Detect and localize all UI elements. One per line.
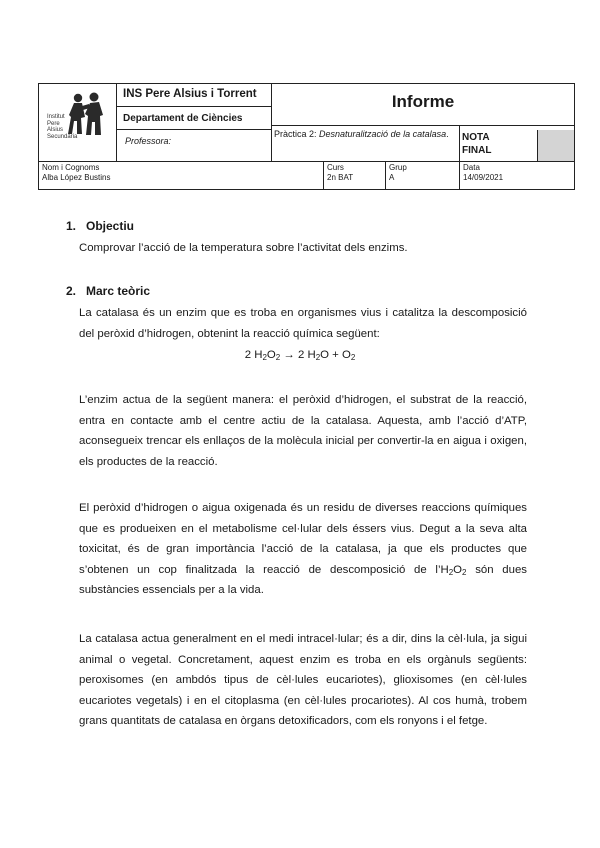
formula-subscript: 2 — [448, 567, 454, 577]
formula-product-water: 2 H — [297, 349, 316, 361]
formula-subscript: 2 — [275, 353, 281, 362]
objective-paragraph: Comprovar l’acció de la temperatura sobre l’activitat dels enzims. — [79, 242, 408, 254]
course-label: Curs — [327, 163, 344, 172]
practice-prefix: Pràctica 2: — [274, 129, 320, 139]
formula-product-oxygen: O + O — [320, 349, 351, 361]
date-cell — [460, 161, 574, 189]
date-value: 14/09/2021 — [463, 173, 504, 182]
logo-line: Secundària — [47, 133, 78, 140]
section-heading-objective — [66, 219, 134, 233]
document-title: Informe — [272, 84, 574, 126]
formula-reactant: 2 H — [244, 349, 263, 361]
toxicity-text-end: són dues substàncies essencials per a la vida. — [79, 563, 527, 596]
group-cell — [386, 161, 460, 189]
section-number: 2. — [66, 284, 77, 298]
group-value: A — [389, 173, 395, 182]
course-cell — [324, 161, 386, 189]
chemical-equation — [0, 349, 600, 361]
course-value: 2n BAT — [327, 173, 354, 182]
theory-intro-paragraph: La catalasa és un enzim que es troba en organismes vius i catalitza la descomposició del peròxid d’hidrogen, obtenint la reacció química següent: — [79, 307, 527, 340]
teacher-label: Professora: — [117, 130, 272, 162]
final-grade-label-2: FINAL — [462, 145, 492, 156]
logo-line: Alsius — [47, 127, 64, 133]
theory-paragraph-mechanism: L’enzim actua de la següent manera: el peròxid d’hidrogen, el substrat de la reacció, entra en contacte amb el centre actiu de la catalasa. Aquesta, amb l’acció d’ATP, aconsegueix trencar els enllaços de la molècula inicial per convertir-la en aigua i oxigen, els productes de la reacció. — [79, 394, 527, 468]
student-name-label: Nom i Cognoms — [42, 163, 100, 172]
formula-subscript: 2 — [350, 353, 356, 362]
formula-subscript: 2 — [262, 353, 267, 362]
toxicity-formula-o: O — [453, 563, 463, 576]
group-label: Grup — [389, 163, 407, 172]
school-name: INS Pere Alsius i Torrent — [117, 84, 272, 107]
logo-line: Institut — [47, 114, 65, 120]
department-name: Departament de Ciències — [117, 107, 272, 130]
formula-reactant-o: O — [266, 349, 276, 361]
formula-subscript: 2 — [462, 567, 467, 577]
student-name-value: Alba López Bustins — [42, 173, 111, 182]
student-name-cell — [39, 161, 324, 189]
reaction-arrow: → — [283, 349, 295, 361]
logo-line: Pere — [47, 120, 60, 127]
theory-paragraph-location: La catalasa actua generalment en el medi intracel·lular; és a dir, dins la cèl·lula, ja sigui animal o vegetal. Concretament, aquest enzim es troba en els orgànuls següents: peroxisomes (en ambdós tipus de cèl·lules eucariotes), glioxisomes (en cèl·lules eucariotes vegetals) i en el citoplasma (en cèl·lules procariotes). Al cos humà, trobem grans quantitats de catalasa en òrgans detoxificadors, com els ronyons i el fetge. — [79, 633, 527, 727]
section-number: 1. — [66, 219, 77, 233]
section-title: Objectiu — [86, 219, 135, 233]
practice-suffix: . — [446, 129, 449, 139]
practice-name: Desnaturalització de la catalasa — [319, 129, 447, 139]
final-grade-label-1: NOTA — [462, 132, 490, 143]
toxicity-text: El peròxid d’hidrogen o aigua oxigenada és un residu de diverses reaccions químiques que es produeixen en el metabolisme cel·lular dels éssers vius. Degut a la seva alta toxicitat, és de gran importància l’acció de la catalasa, ja que els productes que s’obtenen un cop finalitzada la reacció de descomposició de l’H — [79, 502, 527, 576]
practice-title — [272, 126, 460, 162]
section-heading-theory — [66, 284, 150, 298]
date-label: Data — [463, 163, 480, 172]
logo-cell — [39, 84, 117, 162]
report-header-table — [38, 83, 575, 190]
final-grade-label — [460, 130, 538, 162]
theory-paragraph-toxicity — [79, 498, 527, 601]
final-grade-value — [538, 130, 574, 162]
section-title: Marc teòric — [86, 284, 151, 298]
formula-subscript: 2 — [315, 353, 321, 362]
